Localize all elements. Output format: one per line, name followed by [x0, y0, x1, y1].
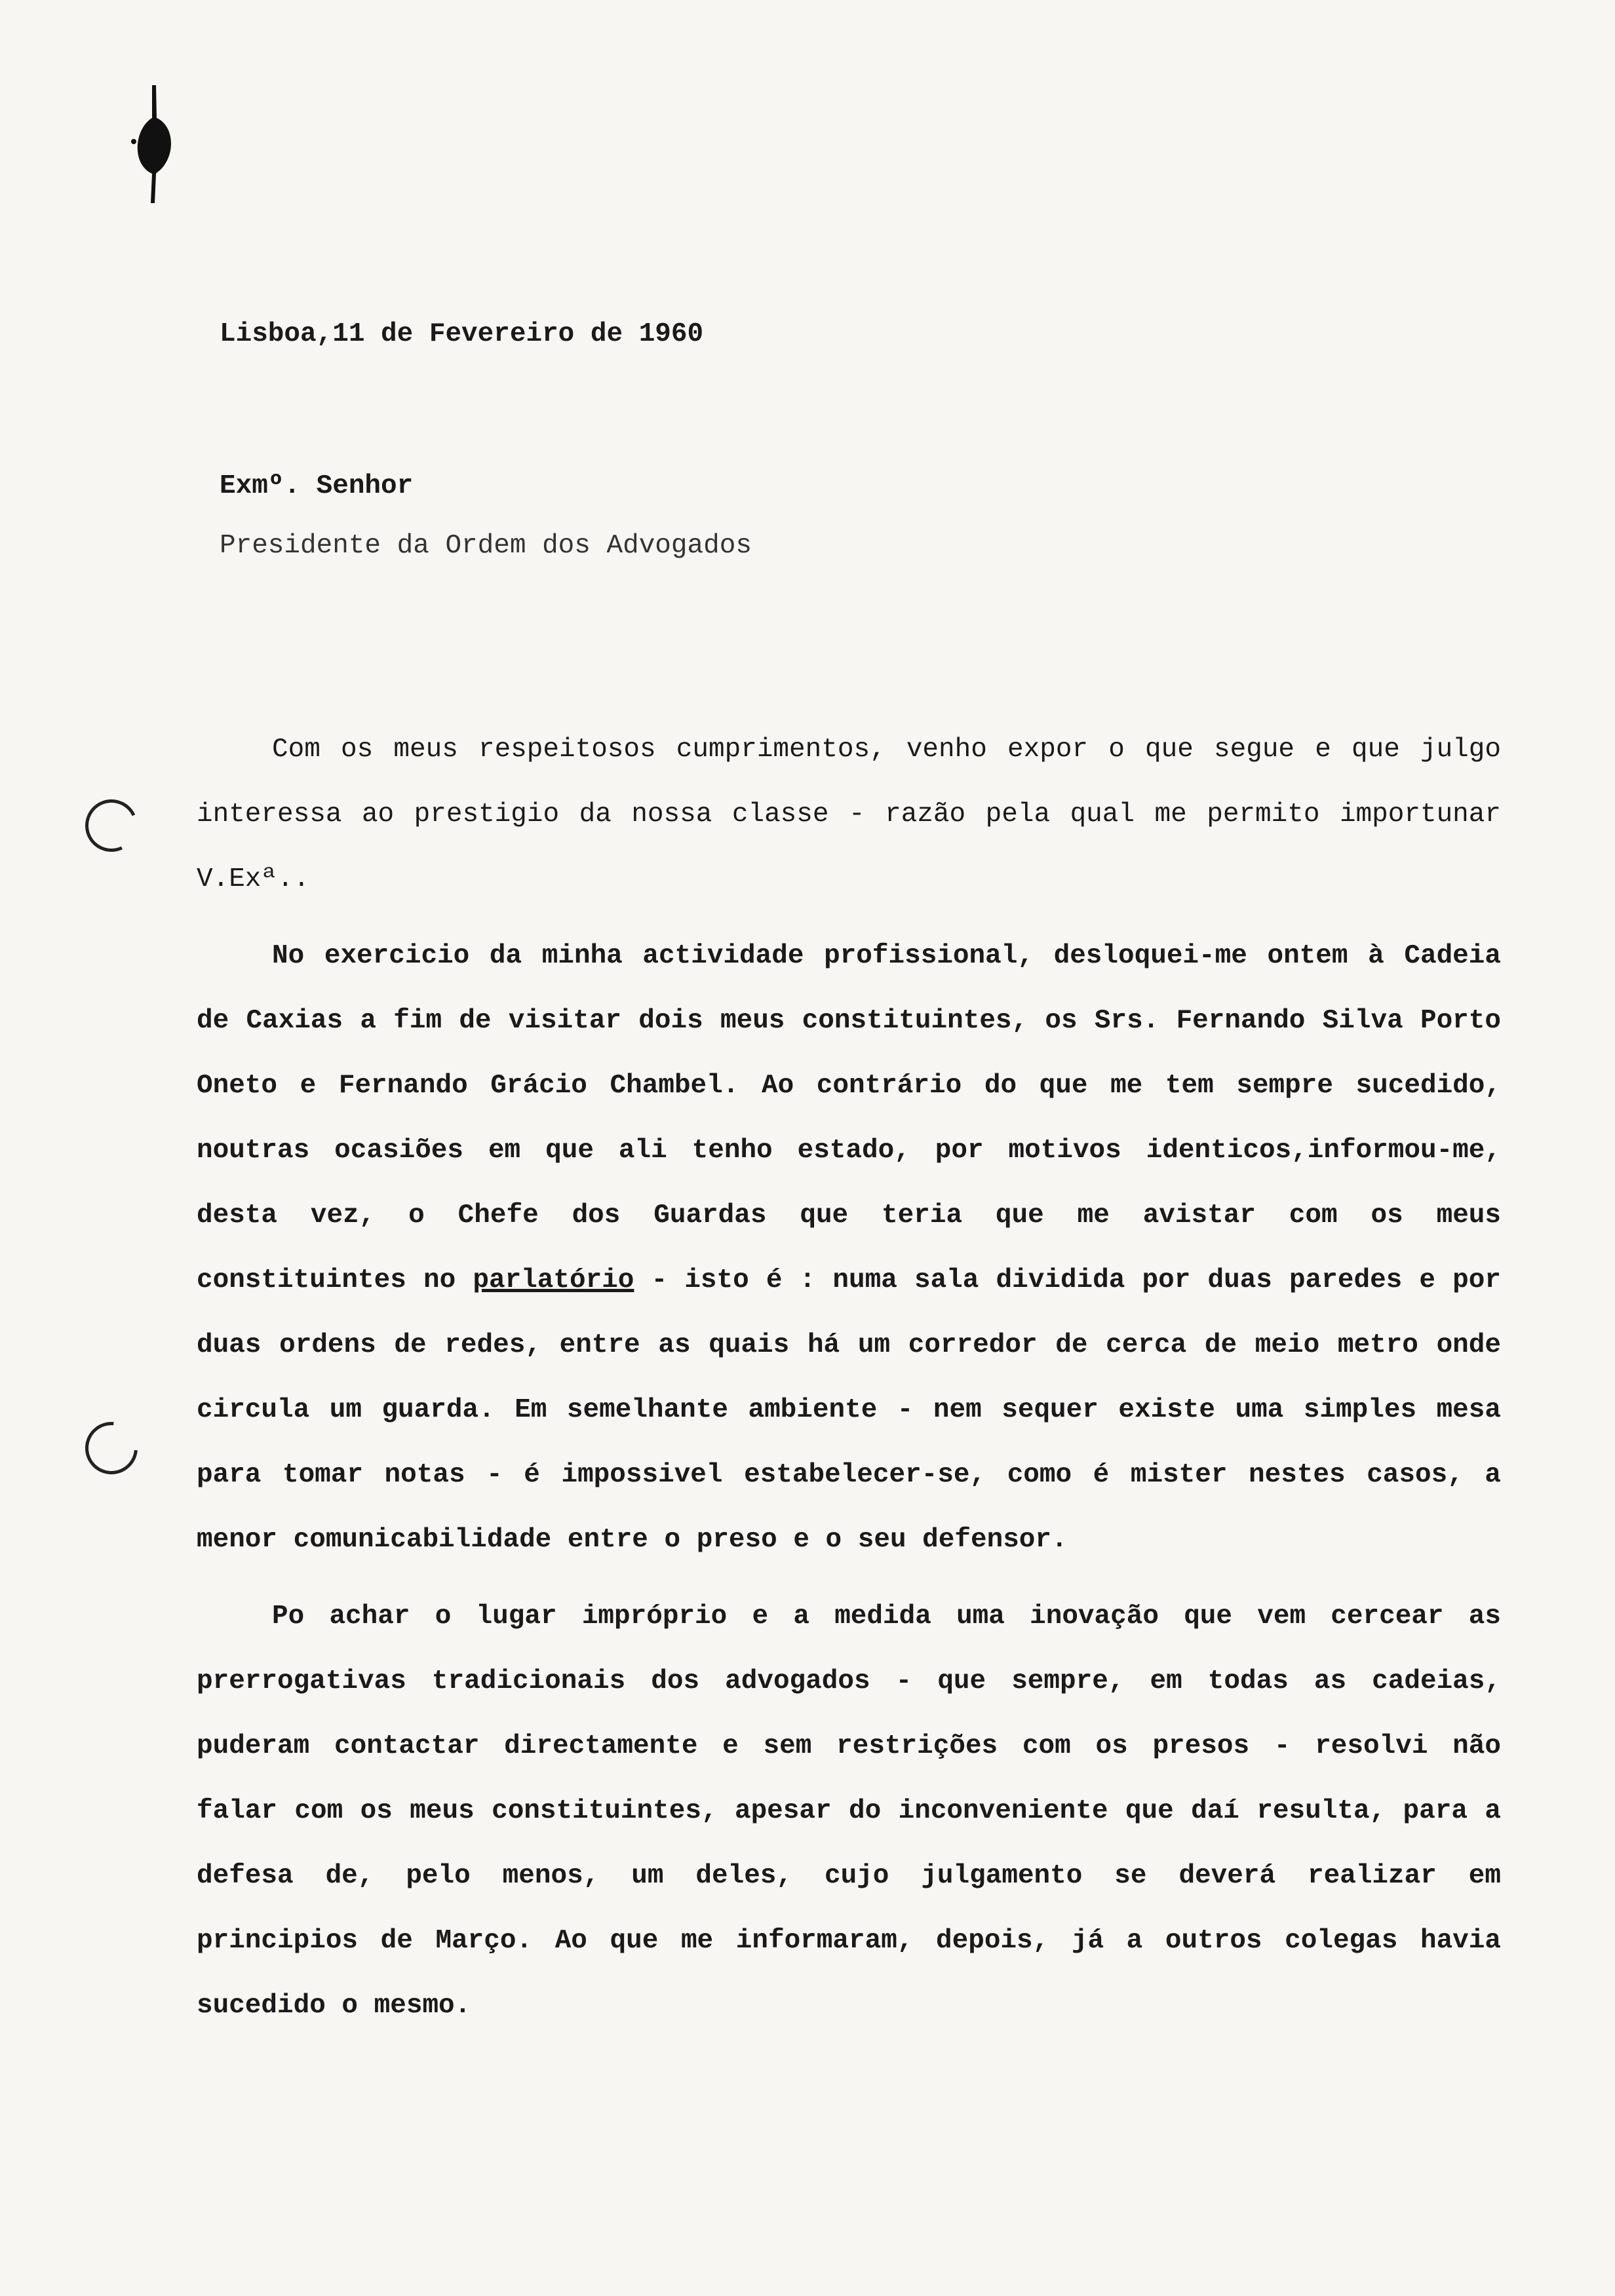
ink-blot-mark: [125, 79, 184, 210]
underlined-word-parlatorio: parlatório: [473, 1265, 634, 1295]
punch-hole-lower: [75, 1411, 149, 1485]
paragraph-2-part-1: No exercicio da minha actividade profissional, desloquei-me ontem à Cadeia de Caxias a fim de visitar dois meus constituintes, os Srs. Fernando Silva Porto Oneto e Fernando Grácio Chambel. Ao contrário do que me tem sempre sucedido, noutras ocasiões em que ali tenho estado, por motivos identicos,informou-me, desta vez, o Chefe dos Guardas que teria que me avistar com os meus constituintes no: [197, 941, 1501, 1295]
punch-hole-upper: [78, 792, 146, 860]
letter-body: [197, 718, 1501, 2050]
paragraph-2: [197, 924, 1501, 1573]
paragraph-3: Po achar o lugar impróprio e a medida uma inovação que vem cercear as prerrogativas tradicionais dos advogados - que sempre, em todas as cadeias, puderam contactar directamente e sem restrições com os presos - resolvi não falar com os meus constituintes, apesar do inconveniente que daí resulta, para a defesa de, pelo menos, um deles, cujo julgamento se deverá realizar em principios de Março. Ao que me informaram, depois, já a outros colegas havia sucedido o mesmo.: [197, 1601, 1501, 2021]
paragraph-2-part-2: - isto é : numa sala dividida por duas paredes e por duas ordens de redes, entre as quais há um corredor de cerca de meio metro onde circula um guarda. Em semelhante ambiente - nem sequer existe uma simples mesa para tomar notas - é impossivel estabelecer-se, como é mister nestes casos, a menor comunicabilidade entre o preso e o seu defensor.: [197, 1265, 1501, 1555]
letter-dateline: Lisboa,11 de Fevereiro de 1960: [220, 319, 704, 349]
letter-salutation: Exmº. Senhor: [220, 471, 414, 501]
letter-addressee: Presidente da Ordem dos Advogados: [220, 531, 752, 561]
paragraph-1: Com os meus respeitosos cumprimentos, venho expor o que segue e que julgo interessa ao prestigio da nossa classe - razão pela qual me permito importunar V.Exª..: [197, 735, 1501, 894]
